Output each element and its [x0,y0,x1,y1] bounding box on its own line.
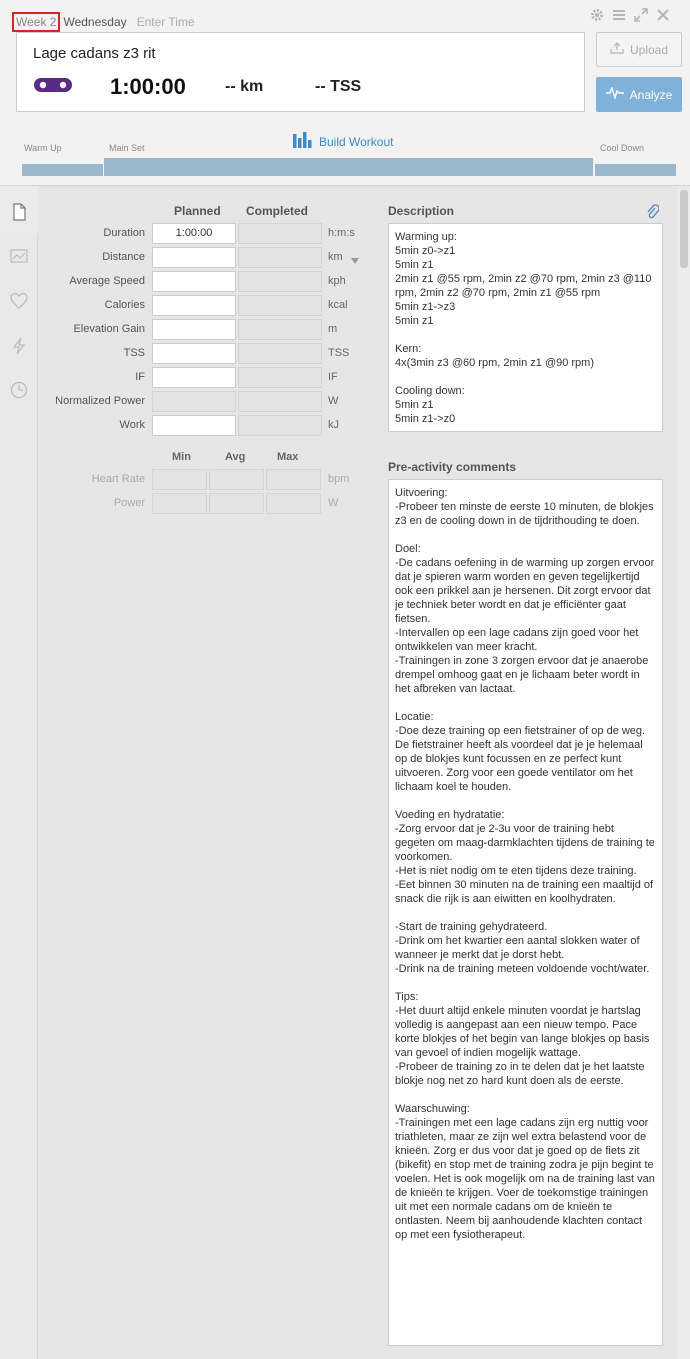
calories-completed-input[interactable] [238,295,322,316]
normalized-power-label: Normalized Power [55,395,145,407]
build-workout-label: Build Workout [319,134,394,149]
heart-rate-unit: bpm [328,473,350,485]
heart-rate-label: Heart Rate [91,473,145,485]
window-controls [590,8,670,22]
enter-time-link[interactable]: Enter Time [136,15,195,29]
pre-activity-comments-title: Pre-activity comments [388,460,517,474]
main-set-bar[interactable] [104,158,593,176]
distance-planned-input[interactable] [152,247,236,268]
cool-down-label: Cool Down [600,143,645,153]
workout-title[interactable]: Lage cadans z3 rit [33,45,156,62]
line-chart-icon[interactable] [10,247,28,265]
analyze-button[interactable] [596,77,682,112]
power-unit: W [328,497,339,509]
week-label[interactable]: Week 2 [12,12,60,32]
upload-icon [610,42,624,57]
work-completed-input[interactable] [238,415,322,436]
if-planned-input[interactable] [152,367,236,388]
duration-value: 1:00:00 [110,74,186,99]
pulse-icon [606,87,624,102]
power-avg-input [209,493,264,514]
power-min-input [152,493,207,514]
average-speed-completed-input[interactable] [238,271,322,292]
side-toolbar [0,187,38,1359]
day-label: Wednesday [63,15,127,29]
expand-icon[interactable] [634,8,648,22]
completed-header: Completed [246,204,309,218]
calories-planned-input[interactable] [152,295,236,316]
min-header: Min [172,451,191,463]
main-set-label: Main Set [109,143,145,153]
average-speed-planned-input[interactable] [152,271,236,292]
max-header: Max [277,451,299,463]
warm-up-bar[interactable] [22,164,103,176]
breadcrumb [12,12,195,32]
bike-icon [33,76,73,94]
tss-value: -- TSS [315,78,362,95]
unit-dropdown-icon[interactable] [350,252,360,270]
duration-completed-input[interactable] [238,223,322,244]
duration-label: Duration [103,227,145,239]
elevation-gain-label: Elevation Gain [73,323,145,335]
upload-button[interactable] [596,32,682,67]
elevation-gain-planned-input[interactable] [152,319,236,340]
tss-planned-input[interactable] [152,343,236,364]
paperclip-icon[interactable] [645,203,659,224]
if-completed-input[interactable] [238,367,322,388]
elevation-gain-completed-input[interactable] [238,319,322,340]
description-textarea[interactable]: Warming up: 5min z0->z1 5min z1 2min z1 @55 rpm, 2min z2 @70 rpm, 2min z3 @110 rpm, 2min z2 @70 rpm, 2min z1 @55 rpm 5min z1->z3 5min z1 Kern: 4x(3min z3 @60 rpm, 2min z1 @90 rpm) Cooling down: 5min z1 5min z1->z0 [388,223,663,432]
description-title: Description [388,204,455,218]
duration-planned-input[interactable]: 1:00:00 [152,223,236,244]
average-speed-label: Average Speed [69,275,145,287]
duration-unit: h:m:s [328,227,355,239]
calories-label: Calories [104,299,145,311]
tss-label: TSS [123,347,145,359]
workout-summary-card [16,32,585,112]
scrollbar-track[interactable] [678,187,690,1359]
planned-header: Planned [174,204,221,218]
bars-chart-icon [293,132,313,151]
distance-label: Distance [102,251,145,263]
pre-activity-comments-textarea[interactable]: Uitvoering: -Probeer ten minste de eerste 10 minuten, de blokjes z3 en de cooling down in de tijdrithouding te doen. Doel: -De cadans oefening in de warming up zorgen ervoor dat je spieren warm worden en geven tegelijkertijd ook een prikkel aan je hersenen. Dit zorgt ervoor dat je techniek beter wordt en dat je efficiënter gaat fietsen. -Intervallen op een lage cadans zijn goed voor het ontwikkelen van meer kracht. -Trainingen in zone 3 zorgen ervoor dat je anaerobe drempel omhoog gaat en je lichaam beter wordt in het afbreken van lactaat. Locatie: -Doe deze training op een fietstrainer of op de weg. De fietstrainer heeft als voordeel dat je je helemaal op de blokjes kunt focussen en ze perfect kunt uitvoeren. Zorg voor een goede ventilator om het lichaam koel te houden. Voeding en hydratatie: -Zorg ervoor dat je 2-3u voor de training hebt gegeten om maag-darmklachten tijdens de training te voorkomen. -Het is niet nodig om te eten tijdens deze training. -Eet binnen 30 minuten na de training een maaltijd of snack die rijk is aan eiwitten en koolhydraten. -Start de training gehydrateerd. -Drink om het kwartier een aantal slokken water of wanneer je merkt dat je dorst hebt. -Drink na de training meteen voldoende vocht/water. Tips: -Het duurt altijd enkele minuten voordat je hartslag volledig is aangepast aan een nieuw tempo. Pace korte blokjes of het begin van lange blokjes op basis van gevoel of indien mogelijk wattage. -Probeer de training zo in te delen dat je het laatste blokje nog net zo hard kunt doen als de eerste. Waarschuwing: -Trainingen met een lage cadans zijn erg nuttig voor triathleten, maar ze zijn wel extra belastend voor de knieën. Zorg er dus voor dat je goed op de fiets zit (bikefit) en stop met de training zodra je pijn begint te voelen. Het is ook mogelijk om na de training last van de knieën te krijgen. Voer de toekomstige trainingen uit met een normale cadans om de knieën te ontlasten. Neem bij aanhoudende klachten contact op met een fysiotherapeut. [388,479,663,1346]
heart-rate-avg-input [209,469,264,490]
close-icon[interactable] [656,8,670,22]
if-unit: IF [328,371,338,383]
work-planned-input[interactable] [152,415,236,436]
lightning-icon[interactable] [10,337,28,355]
avg-header: Avg [225,451,246,463]
upload-label: Upload [629,42,669,57]
analyze-label: Analyze [629,87,673,102]
tss-completed-input[interactable] [238,343,322,364]
average-speed-unit: kph [328,275,346,287]
tab-summary[interactable] [0,187,38,233]
work-label: Work [119,419,145,431]
normalized-power-unit: W [328,395,339,407]
normalized-power-planned-input [152,391,236,412]
tss-unit: TSS [328,347,350,359]
work-unit: kJ [328,419,339,431]
distance-completed-input[interactable] [238,247,322,268]
scrollbar-thumb[interactable] [680,190,688,268]
normalized-power-completed-input[interactable] [238,391,322,412]
power-label: Power [113,497,145,509]
heart-rate-min-input [152,469,207,490]
distance-unit: km [328,251,343,263]
heart-rate-max-input [266,469,321,490]
menu-icon[interactable] [612,8,626,22]
warm-up-label: Warm Up [24,143,62,153]
gear-icon[interactable] [590,8,604,22]
cool-down-bar[interactable] [595,164,676,176]
if-label: IF [135,371,145,383]
power-max-input [266,493,321,514]
document-icon [10,203,28,221]
calories-unit: kcal [328,299,348,311]
heart-icon[interactable] [10,292,28,310]
distance-value: -- km [225,78,264,95]
build-workout-link[interactable] [293,132,393,151]
clock-icon[interactable] [10,381,28,399]
workout-header [0,0,690,186]
elevation-gain-unit: m [328,323,338,335]
